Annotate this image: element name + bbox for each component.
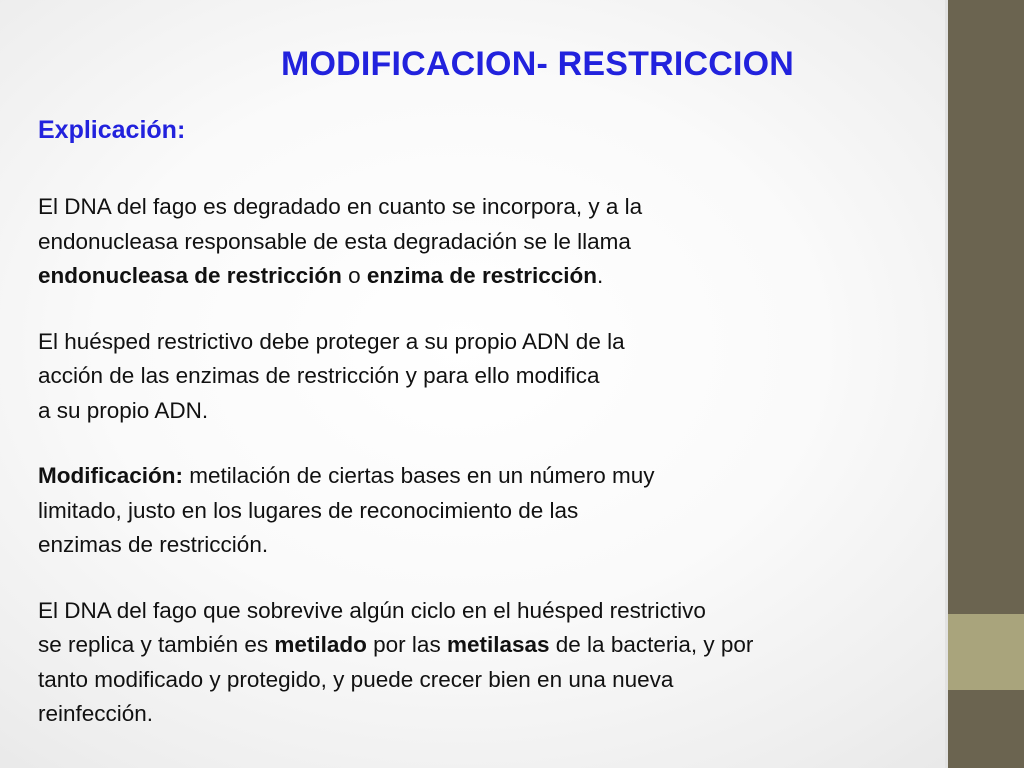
- term-metilasas: metilasas: [446, 632, 550, 657]
- decorative-sidebar-band: [948, 614, 1024, 690]
- slide-title: MODIFICACION- RESTRICCION: [280, 45, 795, 83]
- term-enzima: enzima de restricción: [366, 263, 597, 288]
- paragraph-4-line-2-b: por las: [366, 632, 447, 657]
- paragraph-3-line-1: [38, 459, 948, 494]
- connector-text: o: [341, 263, 367, 288]
- paragraph-1-line-1: El DNA del fago es degradado en cuanto se incorpora, y a la: [38, 194, 643, 219]
- paragraph-2-line-1: El huésped restrictivo debe proteger a su propio ADN de la: [38, 328, 625, 354]
- paragraph-3-line-3: enzimas de restricción.: [38, 532, 269, 557]
- paragraph-3: [38, 459, 948, 563]
- paragraph-4-line-1: El DNA del fago que sobrevive algún ciclo en el huésped restrictivo: [38, 597, 706, 623]
- period-text: .: [597, 263, 604, 288]
- modificacion-label: Modificación:: [38, 463, 183, 488]
- paragraph-4-line-4: reinfección.: [38, 701, 154, 726]
- paragraph-1-line-2: endonucleasa responsable de esta degradación se le llama: [38, 228, 631, 254]
- paragraph-4-line-3: tanto modificado y protegido, y puede crecer bien en una nueva: [38, 666, 674, 692]
- term-metilado: metilado: [274, 632, 367, 657]
- slide-subtitle: Explicación:: [38, 116, 186, 144]
- paragraph-3-line-1-rest: metilación de ciertas bases en un número muy: [183, 463, 655, 488]
- paragraph-4-line-2: [38, 628, 948, 663]
- slide-body: [38, 190, 948, 763]
- paragraph-4-line-2-a: se replica y también es: [38, 632, 275, 657]
- paragraph-4-line-2-c: de la bacteria, y por: [549, 632, 754, 657]
- paragraph-4: [38, 594, 948, 732]
- term-endonucleasa: endonucleasa de restricción: [38, 263, 342, 288]
- paragraph-1-line-3: [38, 259, 948, 294]
- paragraph-2-line-2: acción de las enzimas de restricción y para ello modifica: [38, 363, 600, 388]
- paragraph-2-line-3: a su propio ADN.: [38, 397, 209, 423]
- paragraph-3-line-2: limitado, justo en los lugares de reconocimiento de las: [38, 497, 579, 523]
- paragraph-2: [38, 325, 948, 429]
- paragraph-1: [38, 190, 948, 294]
